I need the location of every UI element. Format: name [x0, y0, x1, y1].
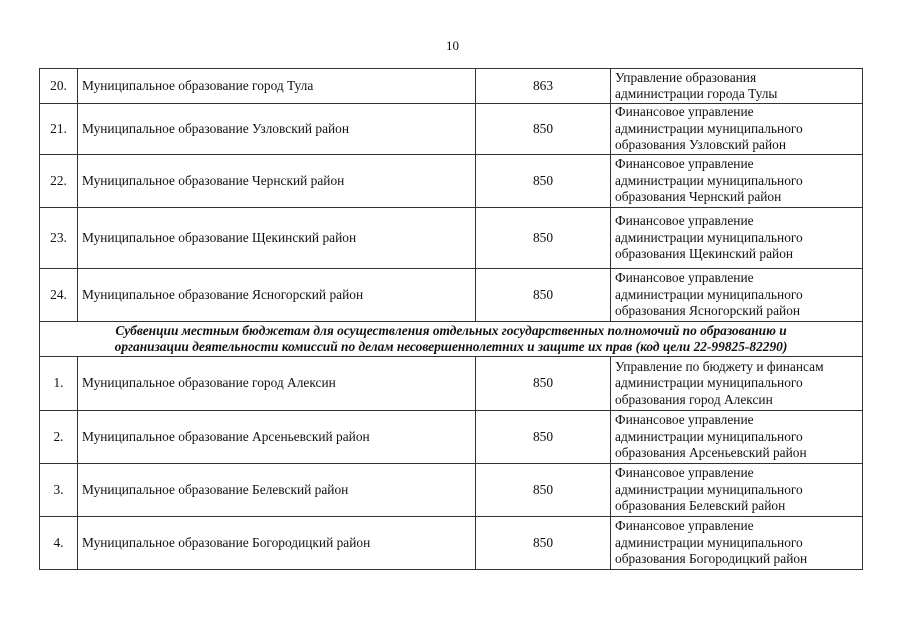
budget-code: 850 — [476, 155, 611, 208]
administrator-line: администрации муниципального — [615, 375, 803, 391]
administrator-cell — [611, 69, 863, 104]
row-number: 3. — [40, 464, 78, 517]
administrator-line: администрации муниципального — [615, 229, 803, 245]
administrator-line: образования Щекинский район — [615, 246, 794, 262]
budget-code: 850 — [476, 411, 611, 464]
table-row — [40, 269, 863, 322]
section-heading — [40, 322, 863, 357]
administrator-cell — [611, 208, 863, 269]
row-number: 24. — [40, 269, 78, 322]
table-row — [40, 464, 863, 517]
budget-code: 850 — [476, 357, 611, 411]
table-row — [40, 69, 863, 104]
budget-code: 850 — [476, 464, 611, 517]
row-number: 1. — [40, 357, 78, 411]
municipality-name: Муниципальное образование Белевский район — [78, 464, 476, 517]
administrator-cell — [611, 104, 863, 155]
table-row — [40, 411, 863, 464]
row-number: 2. — [40, 411, 78, 464]
municipality-name: Муниципальное образование Арсеньевский район — [78, 411, 476, 464]
administrator-line: Управление образования — [615, 69, 757, 85]
administrator-line: Финансовое управление — [615, 213, 754, 229]
municipality-name: Муниципальное образование город Тула — [78, 69, 476, 104]
table-row — [40, 104, 863, 155]
administrator-line: администрации города Тулы — [615, 86, 778, 101]
administrator-line: администрации муниципального — [615, 534, 803, 550]
administrator-line: образования Арсеньевский район — [615, 445, 807, 461]
table-row — [40, 155, 863, 208]
administrator-line: Управление по бюджету и финансам — [615, 358, 824, 374]
administrator-cell — [611, 411, 863, 464]
administrator-line: Финансовое управление — [615, 412, 754, 428]
section-heading-line: Субвенции местным бюджетам для осуществления отдельных государственных полномочий по образованию и — [115, 322, 787, 338]
administrator-line: администрации муниципального — [615, 286, 803, 302]
administrator-cell — [611, 155, 863, 208]
administrator-cell — [611, 269, 863, 322]
municipality-name: Муниципальное образование Щекинский район — [78, 208, 476, 269]
table-row — [40, 357, 863, 411]
administrator-line: образования Узловский район — [615, 137, 786, 153]
row-number: 23. — [40, 208, 78, 269]
page-number: 10 — [446, 38, 459, 53]
section-heading-line: организации деятельности комиссий по делам несовершеннолетних и защите их прав (код цели 22-99825-82290) — [114, 339, 788, 354]
municipality-name: Муниципальное образование Чернский район — [78, 155, 476, 208]
administrator-line: Финансовое управление — [615, 270, 754, 286]
row-number: 20. — [40, 69, 78, 104]
allocation-table — [39, 68, 863, 570]
row-number: 4. — [40, 517, 78, 570]
municipality-name: Муниципальное образование Узловский район — [78, 104, 476, 155]
administrator-line: образования Ясногорский район — [615, 303, 801, 319]
budget-code: 850 — [476, 208, 611, 269]
municipality-name: Муниципальное образование город Алексин — [78, 357, 476, 411]
administrator-line: Финансовое управление — [615, 518, 754, 534]
administrator-cell — [611, 357, 863, 411]
administrator-line: образования Белевский район — [615, 498, 786, 514]
table-row — [40, 517, 863, 570]
administrator-line: Финансовое управление — [615, 156, 754, 172]
section-header-row — [40, 322, 863, 357]
administrator-line: Финансовое управление — [615, 104, 754, 120]
budget-code: 850 — [476, 104, 611, 155]
administrator-cell — [611, 517, 863, 570]
administrator-line: образования Богородицкий район — [615, 551, 808, 567]
table-row — [40, 208, 863, 269]
administrator-line: образования Чернский район — [615, 189, 782, 205]
municipality-name: Муниципальное образование Ясногорский район — [78, 269, 476, 322]
administrator-cell — [611, 464, 863, 517]
budget-code: 850 — [476, 517, 611, 570]
administrator-line: администрации муниципального — [615, 428, 803, 444]
row-number: 22. — [40, 155, 78, 208]
administrator-line: администрации муниципального — [615, 172, 803, 188]
administrator-line: администрации муниципального — [615, 120, 803, 136]
administrator-line: Финансовое управление — [615, 465, 754, 481]
administrator-line: администрации муниципального — [615, 481, 803, 497]
administrator-line: образования город Алексин — [615, 391, 773, 407]
municipality-name: Муниципальное образование Богородицкий район — [78, 517, 476, 570]
budget-code: 863 — [476, 69, 611, 104]
budget-code: 850 — [476, 269, 611, 322]
row-number: 21. — [40, 104, 78, 155]
